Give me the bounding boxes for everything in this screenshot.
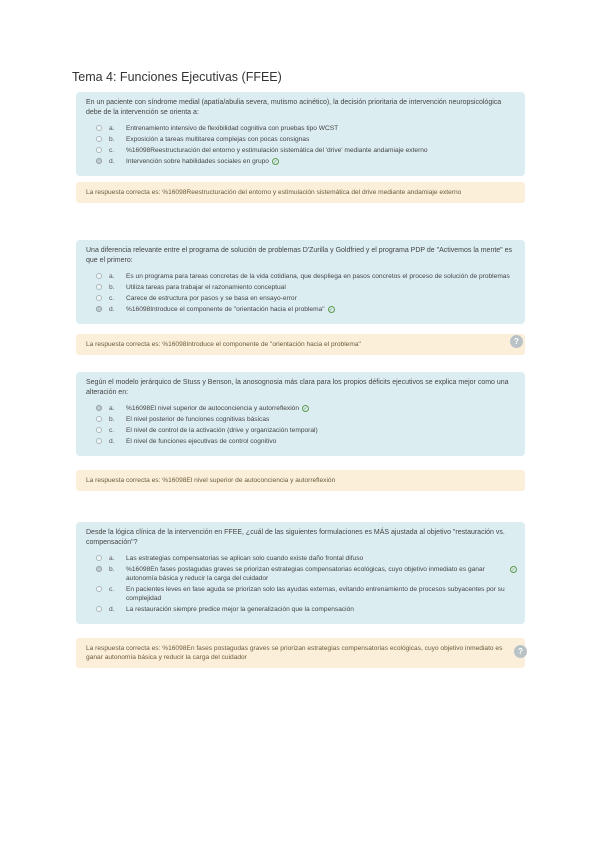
radio-button[interactable] xyxy=(96,125,102,131)
check-icon: ✓ xyxy=(303,405,308,412)
option-b[interactable]: b. %16098En fases postagudas graves se priorizan estrategias compensatorias ecológicas, cuyo objetivo inmediato es ganar autonomía básica y reducir la carga del cuidador ✓ xyxy=(96,565,515,583)
radio-button[interactable] xyxy=(96,136,102,142)
option-d[interactable]: d. La restauración siempre predice mejor la generalización que la compensación xyxy=(96,605,515,614)
options-list xyxy=(86,554,515,614)
option-b[interactable]: b. Utiliza tareas para trabajar el razonamiento conceptual xyxy=(96,283,515,292)
option-b[interactable]: b. El nivel posterior de funciones cognitivas básicas xyxy=(96,415,515,424)
option-c[interactable]: c. El nivel de control de la activación (drive y organización temporal) xyxy=(96,426,515,435)
radio-button[interactable] xyxy=(96,555,102,561)
options-list xyxy=(86,404,515,446)
check-icon: ✓ xyxy=(511,567,516,573)
option-d[interactable]: d. %16098Introduce el componente de "orientación hacia el problema" ✓ xyxy=(96,305,515,314)
radio-button[interactable] xyxy=(96,566,102,572)
question-card xyxy=(76,522,525,624)
check-icon: ✓ xyxy=(329,306,334,313)
question-text: Desde la lógica clínica de la intervención en FFEE, ¿cuál de las siguientes formulaciones es MÁS ajustada al objetivo "restauración vs. compensación"? xyxy=(86,529,505,546)
question-4 xyxy=(76,522,525,668)
radio-button[interactable] xyxy=(96,606,102,612)
radio-button[interactable] xyxy=(96,416,102,422)
radio-button[interactable] xyxy=(96,405,102,411)
radio-button[interactable] xyxy=(96,427,102,433)
option-a[interactable]: a. Es un programa para tareas concretas de la vida cotidiana, que despliega en pasos concretos el proceso de solución de problemas xyxy=(96,272,515,281)
question-3 xyxy=(76,372,525,491)
option-a[interactable]: a. Las estrategias compensatorias se aplican solo cuando existe daño frontal difuso xyxy=(96,554,515,563)
radio-button[interactable] xyxy=(96,586,102,592)
radio-button[interactable] xyxy=(96,438,102,444)
question-card xyxy=(76,92,525,176)
question-text: En un paciente con síndrome medial (apatía/abulia severa, mutismo acinético), la decisión prioritaria de intervención neuropsicológica debe de la intervención se orienta a: xyxy=(86,99,502,116)
option-a[interactable]: a. Entrenamiento intensivo de flexibilidad cognitiva con pruebas tipo WCST xyxy=(96,124,515,133)
feedback-correct-answer: La respuesta correcta es: %16098El nivel superior de autoconciencia y autorreflexión xyxy=(76,470,525,491)
question-1 xyxy=(76,92,525,203)
option-c[interactable]: c. Carece de estructura por pasos y se basa en ensayo-error xyxy=(96,294,515,303)
page-title: Tema 4: Funciones Ejecutivas (FFEE) xyxy=(72,70,282,84)
question-card xyxy=(76,240,525,324)
feedback-correct-answer: La respuesta correcta es: %16098Introduce el componente de "orientación hacia el problema" xyxy=(76,334,525,355)
question-2 xyxy=(76,240,525,355)
option-c[interactable]: c. %16098Reestructuración del entorno y estimulación sistemática del 'drive' mediante andamiaje externo xyxy=(96,146,515,155)
help-icon[interactable]: ? xyxy=(514,645,527,658)
question-text: Según el modelo jerárquico de Stuss y Benson, la anosognosia más clara para los propios déficits ejecutivos se explica mejor como una alteración en: xyxy=(86,379,509,396)
radio-button[interactable] xyxy=(96,273,102,279)
radio-button[interactable] xyxy=(96,147,102,153)
radio-button[interactable] xyxy=(96,284,102,290)
radio-button[interactable] xyxy=(96,158,102,164)
option-a[interactable]: a. %16098El nivel superior de autoconciencia y autorreflexión ✓ xyxy=(96,404,515,413)
radio-button[interactable] xyxy=(96,306,102,312)
options-list xyxy=(86,124,515,166)
question-text: Una diferencia relevante entre el programa de solución de problemas D'Zurilla y Goldfried y el programa PDP de "Activemos la mente" es que el primero: xyxy=(86,247,512,264)
option-c[interactable]: c. En pacientes leves en fase aguda se priorizan solo las ayudas externas, evitando entrenamiento de procesos subyacentes por su complejidad xyxy=(96,585,515,603)
radio-button[interactable] xyxy=(96,295,102,301)
help-icon[interactable]: ? xyxy=(510,335,523,348)
options-list xyxy=(86,272,515,314)
option-b[interactable]: b. Exposición a tareas multitarea complejas con pocas consignas xyxy=(96,135,515,144)
option-d[interactable]: d. El nivel de funciones ejecutivas de control cognitivo xyxy=(96,437,515,446)
check-icon: ✓ xyxy=(273,158,278,165)
question-card xyxy=(76,372,525,456)
feedback-correct-answer: La respuesta correcta es: %16098Reestructuración del entorno y estimulación sistemática del drive mediante andamiaje externo xyxy=(76,182,525,203)
option-d[interactable]: d. Intervención sobre habilidades sociales en grupo ✓ xyxy=(96,157,515,166)
feedback-correct-answer: La respuesta correcta es: %16098En fases postagudas graves se priorizan estrategias compensatorias ecológicas, cuyo objetivo inmediato es ganar autonomía básica y reducir la carga del cuidador xyxy=(76,638,525,668)
